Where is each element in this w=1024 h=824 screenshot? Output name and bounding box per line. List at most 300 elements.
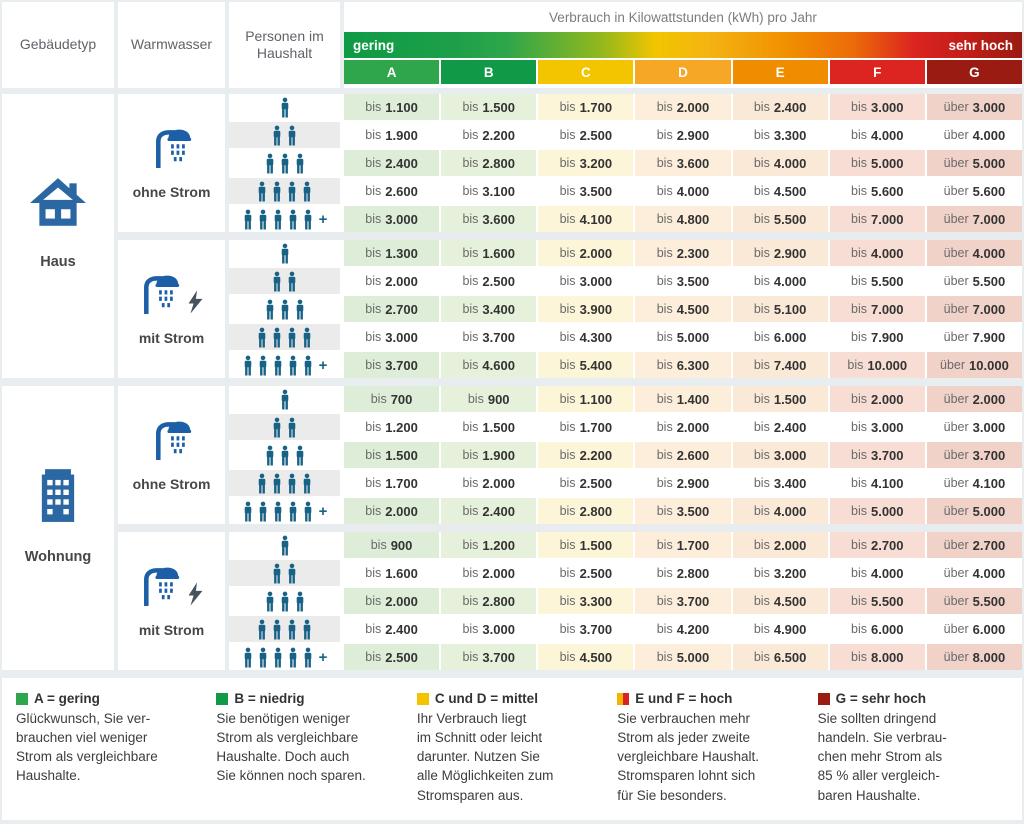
value-number: 3.000 [870, 99, 904, 115]
value-cells [344, 498, 1022, 524]
value-prefix: bis [753, 184, 770, 198]
value-cell-D [635, 352, 730, 378]
value-number: 3.000 [482, 621, 515, 637]
value-prefix: bis [462, 650, 479, 664]
value-number: 5.400 [579, 357, 613, 373]
value-number: 3.000 [972, 99, 1006, 115]
value-cell-B [441, 386, 536, 412]
value-cell-C [538, 150, 633, 176]
value-prefix: bis [462, 504, 479, 518]
person-icon [301, 327, 313, 348]
warmwasser-cell [118, 386, 225, 524]
value-prefix: bis [559, 420, 576, 434]
value-number: 5.000 [972, 503, 1006, 519]
value-prefix: bis [851, 128, 867, 142]
value-cell-E [733, 498, 828, 524]
value-number: 4.800 [676, 211, 710, 227]
value-cell-B [441, 94, 536, 120]
value-number: 700 [390, 391, 413, 407]
value-number: 1.200 [385, 419, 418, 435]
value-prefix: bis [365, 594, 382, 608]
stromspiegel-table [2, 2, 1022, 820]
value-cell-G [927, 644, 1022, 670]
value-number: 6.000 [972, 621, 1006, 637]
value-cell-B [441, 122, 536, 148]
person-icon [286, 327, 298, 348]
table-row [229, 588, 1022, 614]
value-number: 4.000 [870, 565, 904, 581]
value-number: 1.300 [385, 245, 418, 261]
value-cell-A [344, 268, 439, 294]
warmwasser-icons [139, 272, 204, 314]
value-prefix: bis [365, 448, 382, 462]
value-prefix: bis [753, 274, 770, 288]
person-icon [286, 271, 298, 292]
person-icon [279, 299, 291, 320]
value-number: 2.400 [773, 99, 807, 115]
value-prefix: bis [462, 184, 479, 198]
person-icon [272, 501, 284, 522]
legend-text: Sie sollten dringend handeln. Sie verbrau- chen mehr Strom als 85 % aller vergleich- baren Haushalte. [817, 711, 947, 803]
value-prefix: bis [851, 650, 867, 664]
persons-cell [229, 122, 340, 148]
grade-header-F: F [830, 60, 925, 84]
value-number: 2.500 [579, 475, 613, 491]
legend-swatch-icon [16, 693, 28, 705]
value-cells [344, 296, 1022, 322]
value-prefix: über [943, 448, 969, 462]
person-icon [256, 327, 268, 348]
person-icon [271, 563, 283, 584]
value-number: 1.700 [579, 419, 613, 435]
plus-sign: + [318, 502, 328, 520]
plus-sign: + [318, 648, 328, 666]
value-prefix: bis [851, 622, 867, 636]
value-prefix: bis [851, 274, 867, 288]
persons-cell [229, 150, 340, 176]
warmwasser-icons [139, 564, 204, 606]
value-prefix: bis [462, 212, 479, 226]
value-prefix: bis [656, 650, 673, 664]
value-prefix: bis [753, 622, 770, 636]
value-number: 3.700 [972, 447, 1006, 463]
value-cell-G [927, 470, 1022, 496]
value-number: 4.100 [579, 211, 613, 227]
person-icon [242, 209, 254, 230]
value-cell-C [538, 94, 633, 120]
person-icon [302, 647, 314, 668]
value-cell-C [538, 442, 633, 468]
value-cell-C [538, 532, 633, 558]
value-number: 2.000 [579, 245, 613, 261]
value-cell-E [733, 414, 828, 440]
table-row [229, 150, 1022, 176]
section-wohnung [2, 386, 1022, 670]
value-number: 1.100 [385, 99, 418, 115]
table-row [229, 240, 1022, 266]
value-number: 5.000 [972, 155, 1006, 171]
value-cell-G [927, 498, 1022, 524]
value-number: 1.700 [385, 475, 418, 491]
person-icon [264, 153, 276, 174]
person-icon [294, 299, 306, 320]
scale-label-high: sehr hoch [948, 37, 1013, 53]
value-number: 5.500 [870, 273, 904, 289]
value-cell-D [635, 324, 730, 350]
shower-icon [151, 126, 193, 168]
value-cell-D [635, 498, 730, 524]
value-prefix: bis [656, 184, 673, 198]
value-prefix: bis [656, 100, 673, 114]
persons-cell [229, 616, 340, 642]
value-cell-B [441, 588, 536, 614]
person-icon [279, 535, 291, 556]
value-number: 7.900 [972, 329, 1006, 345]
person-icon [264, 591, 276, 612]
legend-item [16, 691, 206, 820]
value-prefix: bis [851, 212, 867, 226]
value-number: 4.000 [870, 127, 904, 143]
legend-item [617, 691, 807, 820]
value-prefix: bis [851, 420, 867, 434]
value-prefix: bis [462, 274, 479, 288]
value-cell-D [635, 94, 730, 120]
value-prefix: bis [656, 302, 673, 316]
group-mit-strom [118, 240, 1022, 378]
value-number: 1.900 [482, 447, 515, 463]
value-number: 3.200 [773, 565, 807, 581]
value-prefix: bis [370, 392, 387, 406]
value-cell-D [635, 560, 730, 586]
value-prefix: bis [753, 392, 770, 406]
persons-cell [229, 560, 340, 586]
value-cell-C [538, 206, 633, 232]
value-cell-E [733, 588, 828, 614]
value-cell-B [441, 442, 536, 468]
scale-gradient-bar [344, 32, 1022, 58]
legend-title: C und D = mittel [417, 691, 607, 706]
apartment-icon [36, 467, 80, 523]
value-prefix: bis [559, 566, 576, 580]
value-cell-E [733, 94, 828, 120]
value-prefix: bis [559, 302, 576, 316]
legend-swatch-icon [417, 693, 429, 705]
value-prefix: bis [462, 246, 479, 260]
value-prefix: bis [656, 128, 673, 142]
value-prefix: bis [753, 566, 770, 580]
grade-header-A: A [344, 60, 439, 84]
value-prefix: bis [370, 538, 387, 552]
group-separator [118, 232, 1022, 240]
value-cell-B [441, 206, 536, 232]
persons-cell [229, 414, 340, 440]
value-cell-B [441, 616, 536, 642]
value-number: 5.500 [870, 593, 904, 609]
person-icon [279, 445, 291, 466]
value-prefix: über [940, 358, 966, 372]
value-number: 2.500 [579, 565, 613, 581]
value-cells [344, 150, 1022, 176]
value-cell-E [733, 206, 828, 232]
value-cells [344, 616, 1022, 642]
value-number: 5.100 [773, 301, 807, 317]
value-prefix: bis [365, 302, 382, 316]
value-number: 3.600 [482, 211, 515, 227]
value-number: 2.400 [385, 621, 418, 637]
value-cells [344, 414, 1022, 440]
value-cell-E [733, 324, 828, 350]
person-icon [264, 445, 276, 466]
value-cell-F [830, 352, 925, 378]
value-prefix: bis [462, 566, 479, 580]
value-cell-F [830, 206, 925, 232]
value-prefix: bis [462, 128, 479, 142]
persons-cell [229, 386, 340, 412]
value-cell-D [635, 442, 730, 468]
value-cell-B [441, 414, 536, 440]
value-cell-A [344, 150, 439, 176]
value-cell-C [538, 352, 633, 378]
value-prefix: bis [753, 330, 770, 344]
grade-header-E: E [733, 60, 828, 84]
column-header-warmwasser: Warmwasser [118, 2, 225, 88]
value-number: 2.000 [676, 419, 710, 435]
value-cell-G [927, 414, 1022, 440]
value-number: 4.200 [676, 621, 710, 637]
person-icon [271, 473, 283, 494]
warmwasser-cell [118, 532, 225, 670]
value-number: 2.000 [385, 503, 418, 519]
value-prefix: bis [365, 246, 382, 260]
shower-icon [139, 272, 181, 314]
shower-icon [151, 418, 193, 460]
table-row [229, 324, 1022, 350]
value-cell-A [344, 442, 439, 468]
value-number: 900 [487, 391, 510, 407]
value-prefix: bis [656, 566, 673, 580]
value-number: 5.000 [870, 503, 904, 519]
value-cell-G [927, 324, 1022, 350]
value-number: 5.000 [870, 155, 904, 171]
value-cell-G [927, 532, 1022, 558]
value-cell-D [635, 644, 730, 670]
value-number: 1.500 [482, 419, 515, 435]
legend-swatch-icon [617, 693, 629, 705]
person-icon [279, 389, 291, 410]
person-icon [279, 153, 291, 174]
value-cell-C [538, 414, 633, 440]
value-number: 4.500 [676, 301, 710, 317]
person-icon [257, 209, 269, 230]
value-cell-B [441, 324, 536, 350]
value-cell-A [344, 206, 439, 232]
value-cell-C [538, 268, 633, 294]
value-number: 6.000 [870, 621, 904, 637]
person-icon [271, 271, 283, 292]
warmwasser-cell [118, 94, 225, 232]
value-prefix: bis [559, 392, 576, 406]
group-separator [118, 524, 1022, 532]
value-number: 900 [390, 537, 413, 553]
value-cell-G [927, 240, 1022, 266]
value-prefix: bis [559, 448, 576, 462]
value-prefix: bis [656, 504, 673, 518]
person-icon [294, 591, 306, 612]
value-prefix: bis [851, 302, 867, 316]
value-number: 4.000 [870, 245, 904, 261]
value-number: 3.500 [676, 503, 710, 519]
value-cells [344, 560, 1022, 586]
value-prefix: bis [462, 622, 479, 636]
value-prefix: bis [753, 302, 770, 316]
building-cell [2, 386, 114, 670]
value-prefix: bis [753, 504, 770, 518]
value-number: 3.200 [579, 155, 613, 171]
persons-cell [229, 588, 340, 614]
value-prefix: bis [365, 650, 382, 664]
value-cells [344, 386, 1022, 412]
value-prefix: über [943, 184, 969, 198]
value-prefix: bis [365, 128, 382, 142]
value-number: 7.000 [972, 301, 1006, 317]
value-number: 2.900 [773, 245, 807, 261]
value-number: 3.000 [972, 419, 1006, 435]
value-prefix: bis [559, 622, 576, 636]
value-number: 5.600 [972, 183, 1006, 199]
value-cell-D [635, 616, 730, 642]
table-row [229, 470, 1022, 496]
person-icon [286, 473, 298, 494]
value-number: 4.900 [773, 621, 807, 637]
value-number: 3.100 [482, 183, 515, 199]
value-cell-A [344, 588, 439, 614]
legend-item [417, 691, 607, 820]
value-cell-F [830, 386, 925, 412]
value-number: 3.600 [676, 155, 710, 171]
legend-text: Ihr Verbrauch liegt im Schnitt oder leicht darunter. Nutzen Sie alle Möglichkeiten zum Stromsparen aus. [416, 711, 554, 803]
value-prefix: bis [462, 330, 479, 344]
value-cell-D [635, 414, 730, 440]
persons-cell [229, 178, 340, 204]
grade-header-C: C [538, 60, 633, 84]
person-icon [286, 125, 298, 146]
value-prefix: bis [851, 184, 867, 198]
person-icon [271, 327, 283, 348]
legend-text: Sie benötigen weniger Strom als vergleichbare Haushalte. Doch auch Sie können noch sparen. [216, 711, 366, 784]
value-number: 1.400 [676, 391, 710, 407]
value-prefix: bis [559, 538, 576, 552]
value-prefix: bis [467, 392, 484, 406]
person-icon [242, 355, 254, 376]
column-header-personen: Personen im Haushalt [229, 2, 340, 88]
person-icon [242, 647, 254, 668]
value-cell-D [635, 122, 730, 148]
value-cell-G [927, 386, 1022, 412]
value-cell-B [441, 268, 536, 294]
value-cell-A [344, 122, 439, 148]
value-cell-B [441, 352, 536, 378]
person-icon [279, 591, 291, 612]
value-cell-B [441, 240, 536, 266]
value-prefix: bis [753, 448, 770, 462]
value-prefix: bis [851, 594, 867, 608]
value-prefix: bis [559, 274, 576, 288]
person-icon [287, 355, 299, 376]
value-number: 1.600 [385, 565, 418, 581]
table-row [229, 206, 1022, 232]
value-prefix: bis [559, 156, 576, 170]
person-icon [256, 473, 268, 494]
value-cell-F [830, 532, 925, 558]
value-prefix: bis [656, 476, 673, 490]
value-number: 5.500 [972, 593, 1006, 609]
value-prefix: über [943, 330, 969, 344]
building-cell [2, 94, 114, 378]
person-icon [271, 619, 283, 640]
value-prefix: über [943, 566, 969, 580]
value-prefix: bis [656, 420, 673, 434]
value-cell-F [830, 324, 925, 350]
person-icon [256, 181, 268, 202]
value-prefix: bis [851, 538, 867, 552]
value-cell-C [538, 386, 633, 412]
person-icon [257, 647, 269, 668]
value-prefix: über [943, 420, 969, 434]
value-prefix: bis [559, 476, 576, 490]
person-icon [271, 181, 283, 202]
value-number: 2.000 [773, 537, 807, 553]
person-icon [264, 299, 276, 320]
grade-header-row [344, 60, 1022, 84]
value-prefix: bis [365, 566, 382, 580]
value-cell-F [830, 122, 925, 148]
value-cell-A [344, 470, 439, 496]
persons-cell [229, 470, 340, 496]
warmwasser-label: mit Strom [138, 330, 205, 346]
value-prefix: bis [753, 476, 770, 490]
value-cell-D [635, 268, 730, 294]
value-cell-C [538, 470, 633, 496]
value-prefix: bis [753, 538, 770, 552]
table-row [229, 296, 1022, 322]
value-cell-E [733, 296, 828, 322]
persons-cell [229, 352, 340, 378]
value-cell-G [927, 560, 1022, 586]
value-prefix: bis [753, 650, 770, 664]
value-prefix: über [943, 650, 969, 664]
value-cell-C [538, 296, 633, 322]
value-prefix: bis [462, 476, 479, 490]
value-cells [344, 268, 1022, 294]
value-prefix: bis [753, 358, 770, 372]
table-body [2, 94, 1022, 670]
value-prefix: bis [851, 392, 867, 406]
value-number: 6.300 [676, 357, 710, 373]
value-cell-B [441, 296, 536, 322]
person-icon [256, 619, 268, 640]
value-prefix: bis [462, 358, 479, 372]
value-number: 5.000 [676, 649, 710, 665]
value-prefix: über [943, 212, 969, 226]
value-prefix: bis [559, 650, 576, 664]
column-header-gebaeudetyp: Gebäudetyp [2, 2, 114, 88]
value-cell-A [344, 498, 439, 524]
value-cell-F [830, 240, 925, 266]
value-prefix: bis [365, 420, 382, 434]
value-prefix: bis [851, 246, 867, 260]
value-cell-F [830, 616, 925, 642]
value-cell-D [635, 386, 730, 412]
